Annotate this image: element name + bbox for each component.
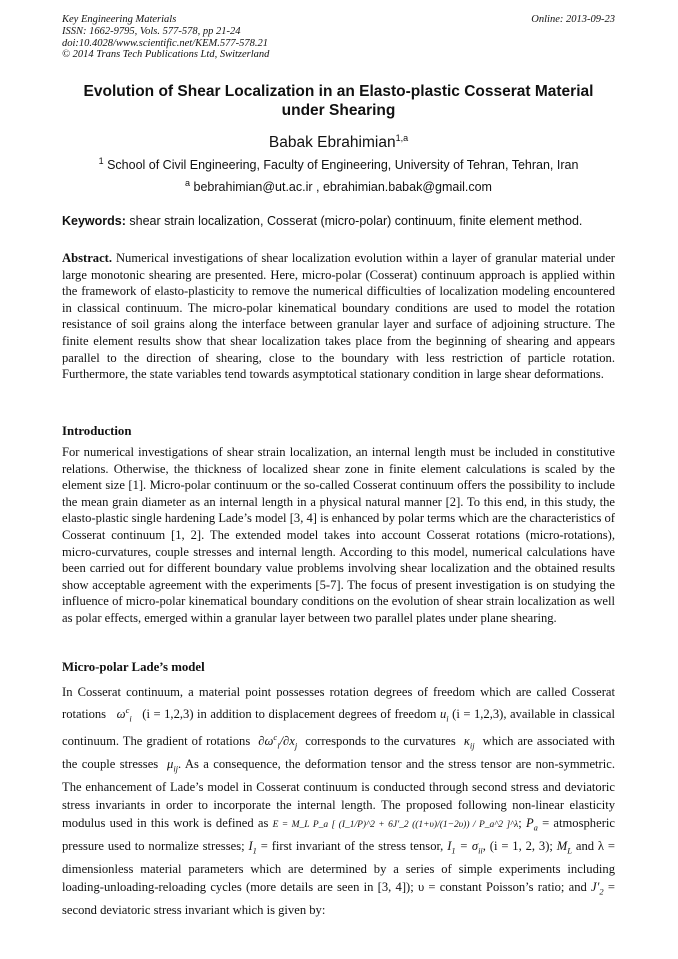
email-sup: a [185, 178, 191, 188]
keywords [62, 214, 615, 228]
author-sup: 1,a [395, 133, 409, 143]
introduction-text: For numerical investigations of shear strain localization, an internal length must be included in constitutive relations. Otherwise, the thickness of localized shear zone in finite element calculations is scaled by the element size [1]. Micro-polar continuum or the so-called Cosserat continuum offers the possibility to include the mean grain diameter as an internal length in a physical natural manner [2]. To this end, in this study, the elasto-plastic single hardening Lade’s model [3, 4] is enhanced by polar terms which are the characteristics of Cosserat continuum [1, 2]. The extended model takes into account Cosserat rotations (micro-rotations), micro-curvatures, couple stresses and internal length. According to this model, numerical calculations have been carried out for different boundary value problems involving shear localization and the obtained results show acceptable agreement with the experiments [5-7]. The focus of present investigation is on studying the influence of micro-polar kinematical boundary conditions on the evolution of shear strain localization as well as polar effects, emerged within a granular layer between two parallel plates under plane shearing. [62, 445, 615, 625]
lade-model-heading: Micro-polar Lade’s model [62, 660, 205, 674]
elasticity-formula: E = M_L P_a [ (I_1/P)^2 + 6J′_2 ((1+υ)/(1−2υ)) / P_a^2 ]^λ [272, 820, 519, 831]
paper-title: Evolution of Shear Localization in an Elasto-plastic Cosserat Material under Shearing [83, 83, 594, 119]
journal-name: Key Engineering Materials [62, 14, 177, 25]
kappa-symbol: $\kappa_{ij}$ [459, 734, 475, 751]
abstract [62, 250, 615, 383]
affiliation [62, 156, 615, 172]
affiliation-sup: 1 [98, 156, 104, 166]
affiliation-text: School of Civil Engineering, Faculty of Engineering, University of Tehran, Tehran, Iran [107, 158, 579, 173]
keywords-label: Keywords: [62, 214, 126, 228]
author-name: Babak Ebrahimian [268, 134, 396, 152]
lade-model-text: In Cosserat continuum, a material point possesses rotation degrees of freedom which are called Cosserat rotations $\omega^c_i$ (i = 1,2,3) in addition to displacement degrees of freedom $u_i$ (i = 1,2,3), available in classical continuum. The gradient of rotations $\partial\omega^c_i/\partial x_j$ corresponds to the curvatures $\kappa_{ij}$ which are associated with the couple stresses $\mu_{ij}$. As a consequence, the deformation tensor and the stress tensor are non-symmetric. The enhancement of Lade’s model in Cosserat continuum is conducted through second stress and deviatoric stress invariants in order to incorporate the internal length. The proposed following non-linear elasticity modulus used in this work is defined as E = M_L P_a [ (I_1/P)^2 + 6J′_2 ((1+υ)/(1−2υ)) / P_a^2 ]^λ; $P_a$ = atmospheric pressure used to normalize stresses; $I_1$ = first invariant of the stress tensor, $I_1 = \sigma_{ii}$, (i = 1, 2, 3); $M_L$ and λ = dimensionless material parameters which are determined by a series of simple experiments including loading-unloading-reloading cycles (more details are seen in [3, 4]); υ = constant Poisson’s ratio; and $J'_2$ = second deviatoric stress invariant which is given by: [62, 685, 615, 917]
online-date: Online: 2013-09-23 [531, 14, 615, 25]
author-line [62, 133, 615, 152]
abstract-text: Numerical investigations of shear localization evolution within a layer of granular material under large monotonic shearing are presented. Here, micro-polar (Cosserat) continuum approach is applied within the framework of elasto-plasticity to remove the numerical difficulties of localization modeling encountered in classical continuum. The micro-polar kinematical boundary conditions are used to model the rotation resistance of soil grains along the interface between granular layer and surface of adjoining structure. The finite element results show that shear localization takes place from the beginning of shearing and appears parallel to the direction of shearing, close to the boundary with less restriction of particle rotation. Furthermore, the state variables tend towards asymptotical stationary condition in large shear deformations. [62, 251, 615, 382]
doi-line: doi:10.4028/www.scientific.net/KEM.577-578.21 [62, 37, 268, 49]
issn-line: ISSN: 1662-9795, Vols. 577-578, pp 21-24 [62, 25, 241, 37]
omega-symbol: $\omega^c_i$ [109, 705, 132, 724]
copyright-line: © 2014 Trans Tech Publications Ltd, Switzerland [62, 49, 270, 61]
u-symbol: $u_i$ [439, 707, 449, 724]
abstract-label: Abstract. [62, 251, 113, 265]
keywords-text: shear strain localization, Cosserat (micro-polar) continuum, finite element method. [129, 214, 583, 228]
mu-symbol: $\mu_{ij}$ [162, 757, 179, 774]
email-line [62, 178, 615, 194]
email-text[interactable]: bebrahimian@ut.ac.ir , ebrahimian.babak@gmail.com [193, 180, 492, 195]
introduction-heading: Introduction [62, 424, 132, 438]
journal-header [62, 14, 615, 61]
rotation-gradient: $\partial\omega^c_i/\partial x_j$ [254, 732, 298, 751]
